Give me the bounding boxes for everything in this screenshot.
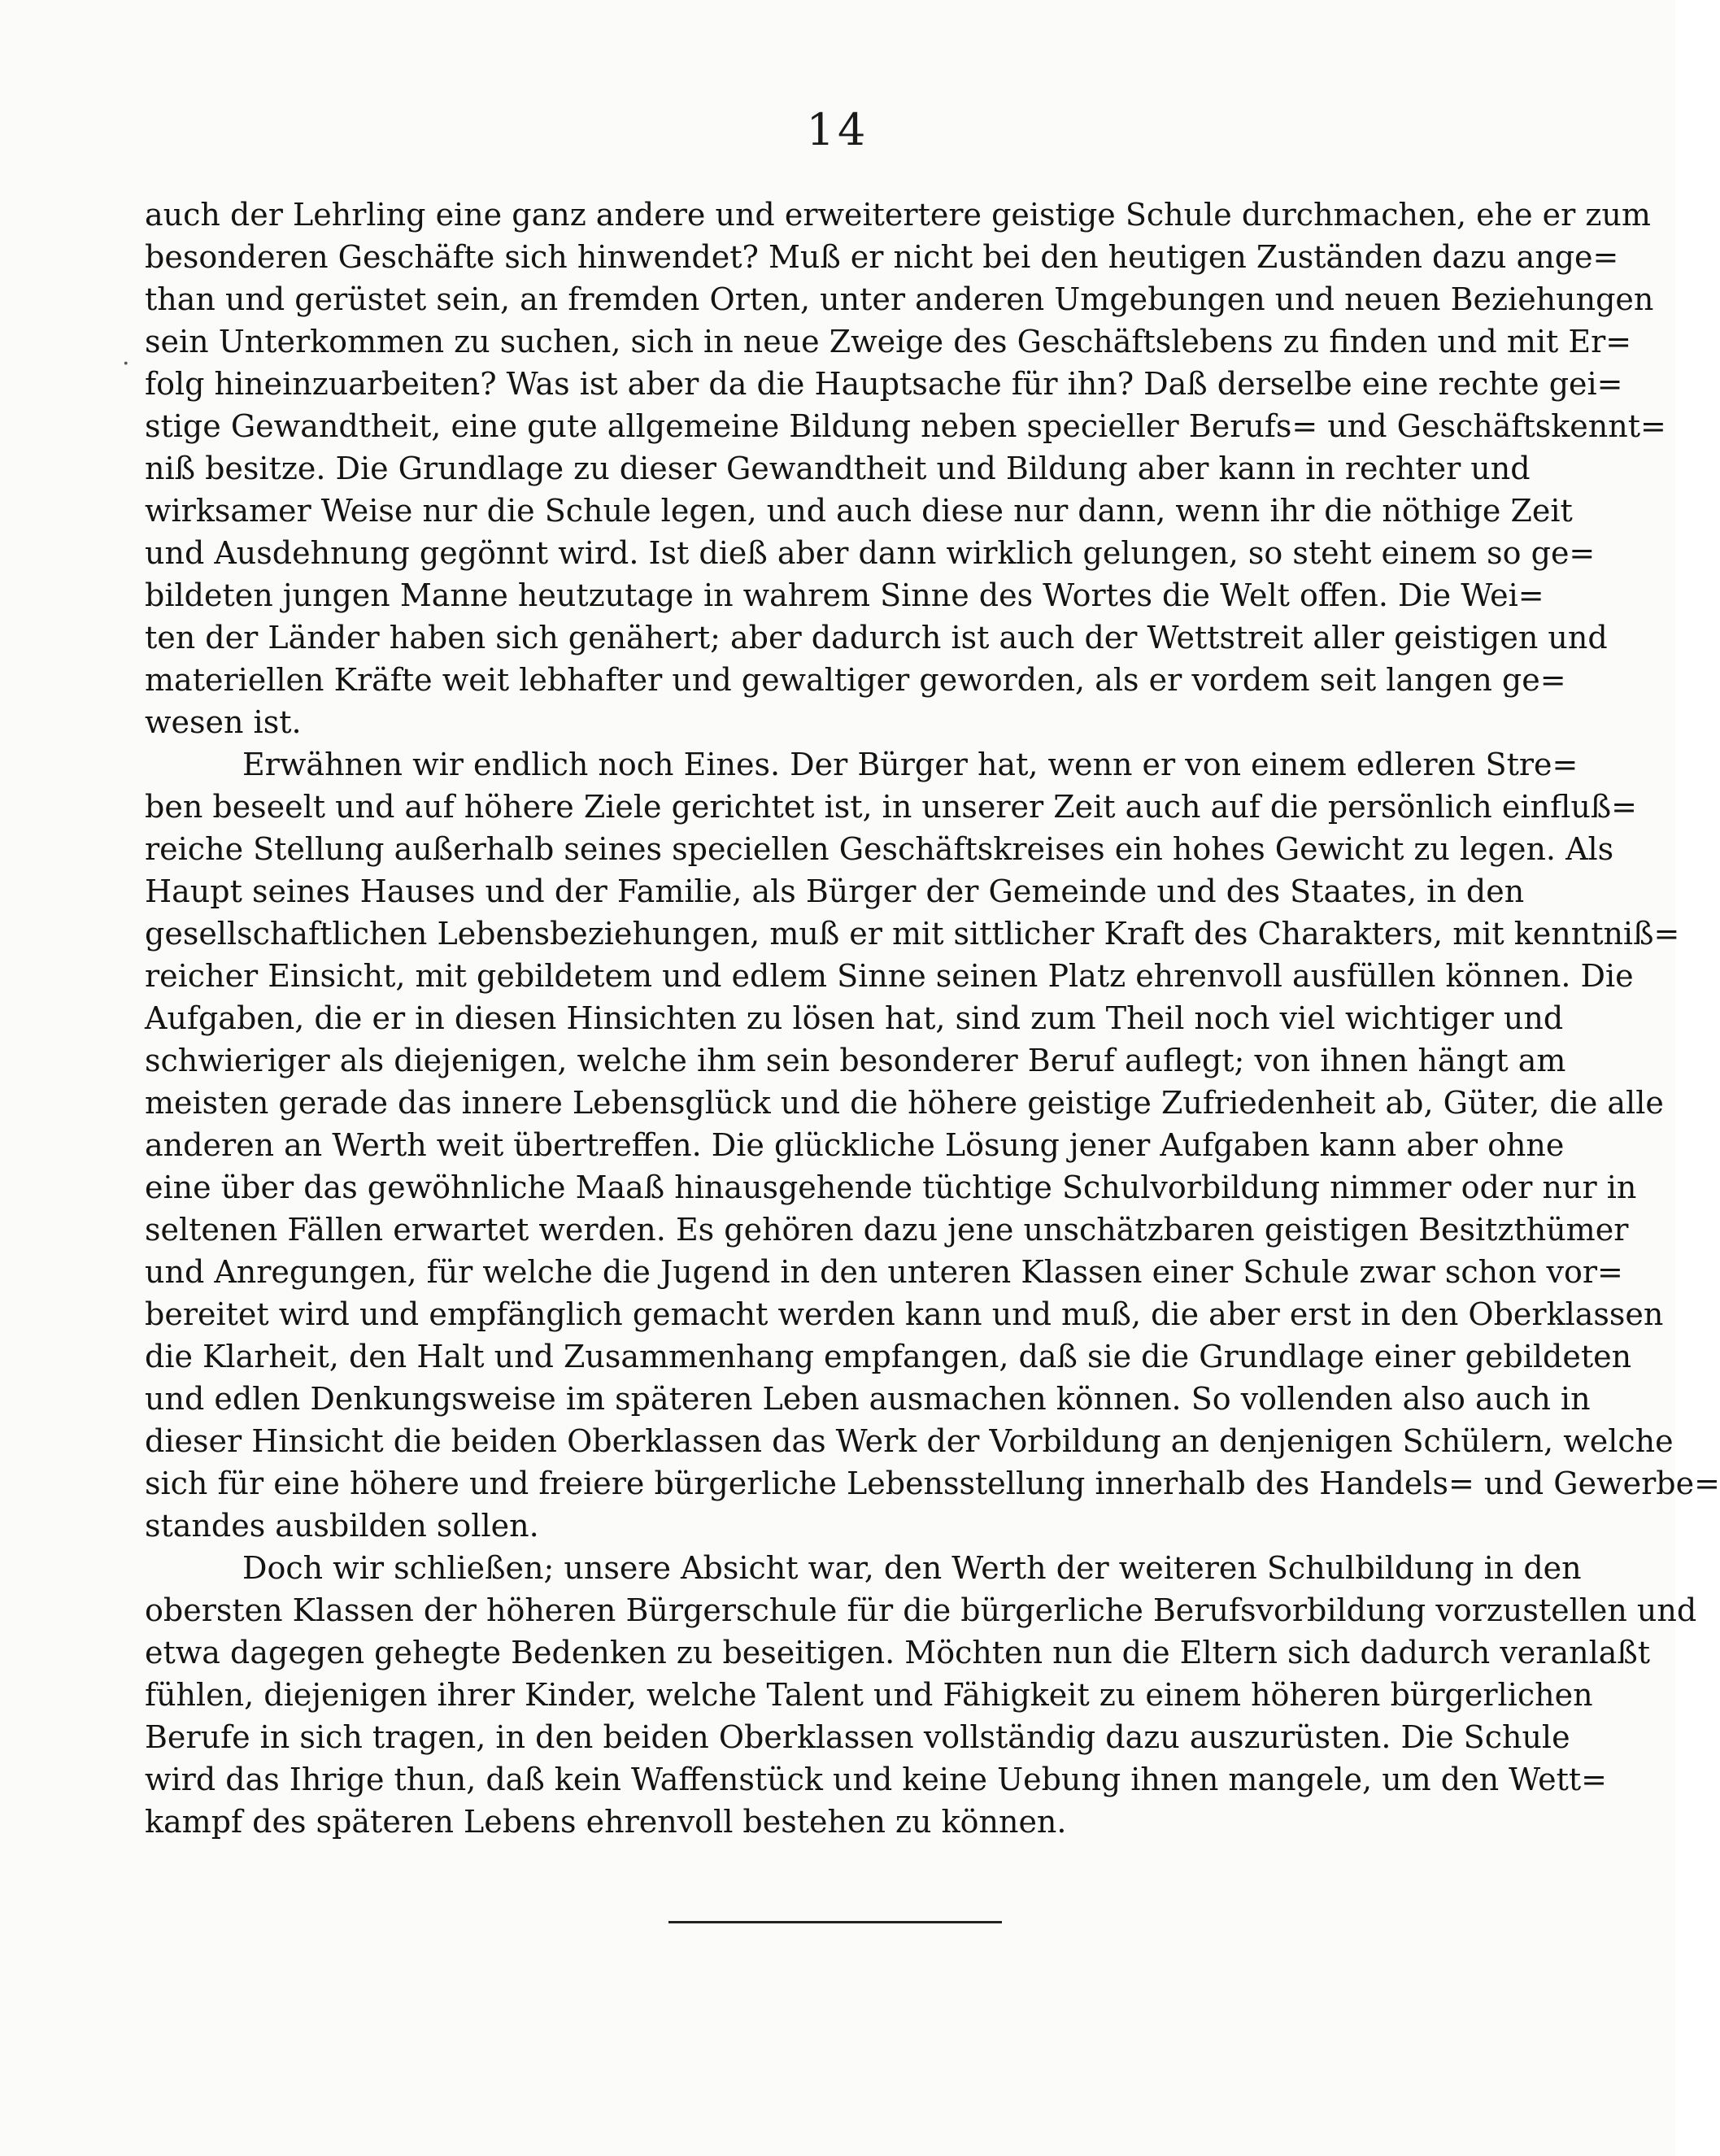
text-line: eine über das gewöhnliche Maaß hinausgehende tüchtige Schulvorbildung nimmer oder nur in <box>145 1169 1637 1205</box>
text-line: niß besitze. Die Grundlage zu dieser Gewandtheit und Bildung aber kann in rechter und <box>145 451 1531 486</box>
text-line: auch der Lehrling eine ganz andere und erweitertere geistige Schule durchmachen, ehe er zum <box>145 197 1651 233</box>
text-line: Berufe in sich tragen, in den beiden Oberklassen vollständig dazu auszurüsten. Die Schule <box>145 1719 1570 1755</box>
text-line: seltenen Fällen erwartet werden. Es gehören dazu jene unschätzbaren geistigen Besitzthümer <box>145 1212 1629 1248</box>
text-line: schwieriger als diejenigen, welche ihm sein besonderer Beruf auflegt; von ihnen hängt am <box>145 1043 1566 1078</box>
text-line: ben beseelt und auf höhere Ziele gerichtet ist, in unserer Zeit auch auf die persönlich einfluß= <box>145 789 1638 825</box>
text-line: than und gerüstet sein, an fremden Orten, unter anderen Umgebungen und neuen Beziehungen <box>145 281 1654 317</box>
paragraph-end-line: kampf des späteren Lebens ehrenvoll bestehen zu können. <box>145 1804 1067 1840</box>
text-line: dieser Hinsicht die beiden Oberklassen das Werk der Vorbildung an denjenigen Schülern, welche <box>145 1423 1674 1459</box>
text-line: gesellschaftlichen Lebensbeziehungen, muß er mit sittlicher Kraft des Charakters, mit kenntniß= <box>145 916 1680 952</box>
text-line: und Anregungen, für welche die Jugend in den unteren Klassen einer Schule zwar schon vor= <box>145 1254 1623 1290</box>
text-line: fühlen, diejenigen ihrer Kinder, welche Talent und Fähigkeit zu einem höheren bürgerlichen <box>145 1677 1593 1713</box>
text-line: anderen an Werth weit übertreffen. Die glückliche Lösung jener Aufgaben kann aber ohne <box>145 1127 1565 1163</box>
paragraph-end-line: wesen ist. <box>145 704 302 740</box>
body-text <box>145 194 1720 1843</box>
paragraph-start-line: Erwähnen wir endlich noch Eines. Der Bürger hat, wenn er von einem edleren Stre= <box>242 747 1578 782</box>
text-line: sein Unterkommen zu suchen, sich in neue Zweige des Geschäftslebens zu finden und mit Er= <box>145 324 1632 359</box>
paragraph-start-line: Doch wir schließen; unsere Absicht war, den Werth der weiteren Schulbildung in den <box>242 1550 1582 1586</box>
text-line: und edlen Denkungsweise im späteren Leben ausmachen können. So vollenden also auch in <box>145 1381 1591 1417</box>
text-line: sich für eine höhere und freiere bürgerliche Lebensstellung innerhalb des Handels= und Gewerbe= <box>145 1466 1720 1501</box>
text-line: materiellen Kräfte weit lebhafter und gewaltiger geworden, als er vordem seit langen ge= <box>145 662 1566 698</box>
margin-mark: · <box>122 350 130 378</box>
text-line: etwa dagegen gehegte Bedenken zu beseitigen. Möchten nun die Eltern sich dadurch veranlaßt <box>145 1635 1651 1670</box>
text-line: Aufgaben, die er in diesen Hinsichten zu lösen hat, sind zum Theil noch viel wichtiger und <box>145 1000 1564 1036</box>
text-line: bildeten jungen Manne heutzutage in wahrem Sinne des Wortes die Welt offen. Die Wei= <box>145 577 1544 613</box>
text-line: und Ausdehnung gegönnt wird. Ist dieß aber dann wirklich gelungen, so steht einem so ge= <box>145 535 1596 571</box>
page-number: 14 <box>806 104 869 155</box>
text-line: wirksamer Weise nur die Schule legen, und auch diese nur dann, wenn ihr die nöthige Zeit <box>145 493 1573 529</box>
text-line: reiche Stellung außerhalb seines speciellen Geschäftskreises ein hohes Gewicht zu legen. Als <box>145 831 1614 867</box>
text-line: reicher Einsicht, mit gebildetem und edlem Sinne seinen Platz ehrenvoll ausfüllen können. Die <box>145 958 1634 994</box>
text-line: wird das Ihrige thun, daß kein Waffenstück und keine Uebung ihnen mangele, um den Wett= <box>145 1762 1607 1797</box>
text-line: ten der Länder haben sich genähert; aber dadurch ist auch der Wettstreit aller geistigen und <box>145 620 1608 656</box>
paragraph-end-line: standes ausbilden sollen. <box>145 1508 539 1544</box>
text-line: stige Gewandtheit, eine gute allgemeine Bildung neben specieller Berufs= und Geschäftskennt= <box>145 408 1666 444</box>
text-line: Haupt seines Hauses und der Familie, als Bürger der Gemeinde und des Staates, in den <box>145 873 1525 909</box>
text-line: meisten gerade das innere Lebensglück und die höhere geistige Zufriedenheit ab, Güter, die alle <box>145 1085 1664 1121</box>
closing-rule <box>668 1921 1002 1923</box>
text-line: obersten Klassen der höheren Bürgerschule für die bürgerliche Berufsvorbildung vorzustellen und <box>145 1592 1697 1628</box>
text-line: bereitet wird und empfänglich gemacht werden kann und muß, die aber erst in den Oberklassen <box>145 1296 1664 1332</box>
text-line: folg hineinzuarbeiten? Was ist aber da die Hauptsache für ihn? Daß derselbe eine rechte gei= <box>145 366 1623 402</box>
text-line: die Klarheit, den Halt und Zusammenhang empfangen, daß sie die Grundlage einer gebildeten <box>145 1339 1632 1374</box>
text-line: besonderen Geschäfte sich hinwendet? Muß er nicht bei den heutigen Zuständen dazu ange= <box>145 239 1619 275</box>
